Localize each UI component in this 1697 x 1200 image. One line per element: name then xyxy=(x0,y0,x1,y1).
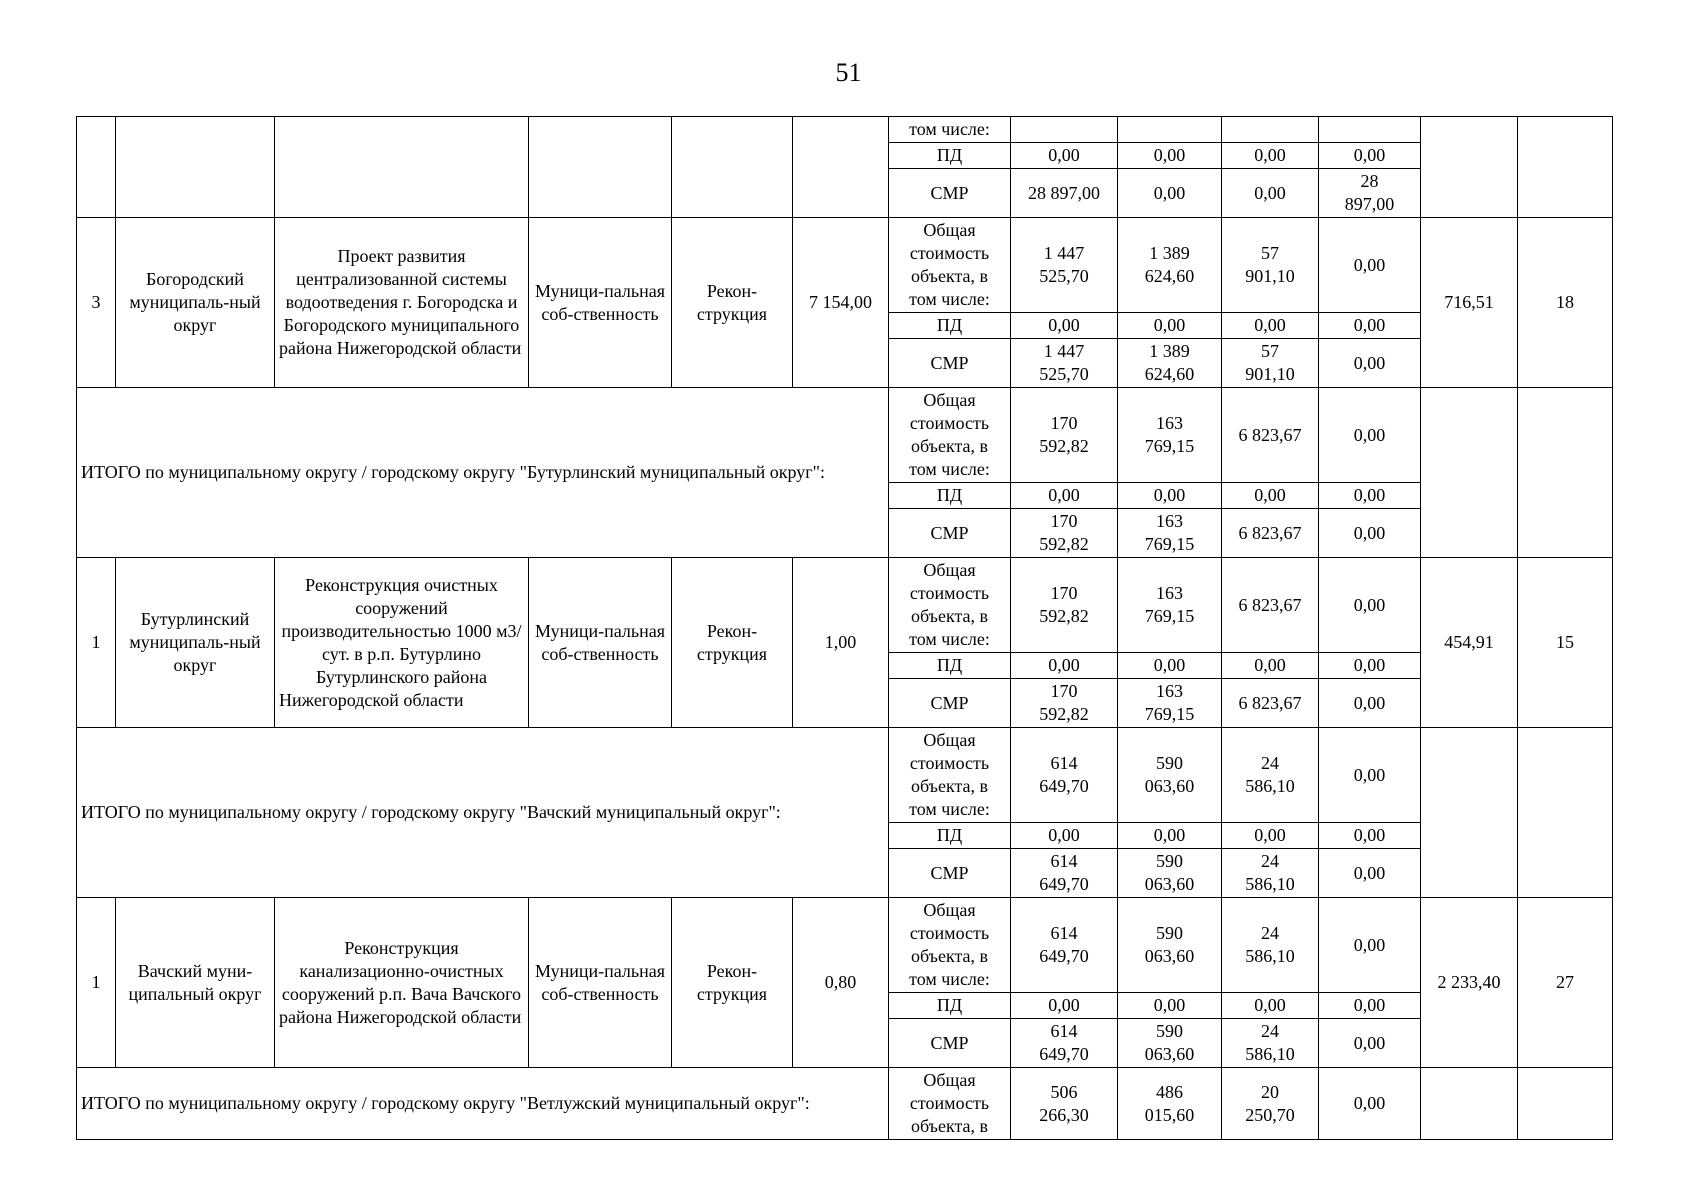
pd-value: 0,00 xyxy=(1319,993,1421,1019)
pd-value: 0,00 xyxy=(1319,483,1421,509)
pd-value: 0,00 xyxy=(1222,823,1319,849)
pd-value: 0,00 xyxy=(1118,653,1222,679)
pd-value: 0,00 xyxy=(1319,823,1421,849)
smr-value-line: 57 xyxy=(1261,341,1279,361)
smr-value-line: 614 xyxy=(1050,851,1078,871)
pd-value: 0,00 xyxy=(1011,993,1118,1019)
cell-project xyxy=(275,117,529,218)
smr-value xyxy=(1118,849,1222,898)
cell-work-type: Рекон-струкция xyxy=(672,898,793,1068)
total-value xyxy=(1011,728,1118,823)
smr-value-line: 24 xyxy=(1261,851,1279,871)
smr-value xyxy=(1011,339,1118,388)
smr-value-line: 649,70 xyxy=(1039,1044,1089,1064)
cell-col12 xyxy=(1421,117,1518,218)
total-value-line: 592,82 xyxy=(1039,436,1089,456)
total-value-line: 1 447 xyxy=(1043,243,1085,263)
smr-value-line: 1 447 xyxy=(1043,341,1085,361)
smr-value-line: 525,70 xyxy=(1039,364,1089,384)
total-value-line: 592,82 xyxy=(1039,606,1089,626)
cost-label-line: Общая xyxy=(923,1070,976,1090)
cost-label-line: Общая xyxy=(923,390,976,410)
total-value xyxy=(1222,388,1319,483)
cost-label-line: Общая xyxy=(923,220,976,240)
page-number: 51 xyxy=(835,58,862,87)
cell-ownership xyxy=(529,117,672,218)
smr-value-line: 28 xyxy=(1360,171,1379,191)
pd-label: ПД xyxy=(889,143,1011,169)
smr-value xyxy=(1118,169,1222,218)
smr-value-line: 769,15 xyxy=(1144,534,1195,554)
smr-value xyxy=(1011,509,1118,558)
smr-label: СМР xyxy=(889,679,1011,728)
smr-value xyxy=(1319,509,1421,558)
cell-num: 3 xyxy=(77,218,116,388)
total-value xyxy=(1222,558,1319,653)
smr-value-line: 063,60 xyxy=(1144,1044,1195,1064)
total-value xyxy=(1118,388,1222,483)
smr-label: СМР xyxy=(889,1019,1011,1068)
cost-label-line: объекта, в xyxy=(910,436,989,456)
pd-label: ПД xyxy=(889,823,1011,849)
total-value-line: 1 389 xyxy=(1149,243,1190,263)
pd-label: ПД xyxy=(889,993,1011,1019)
pd-value: 0,00 xyxy=(1118,143,1222,169)
object-row xyxy=(77,558,1613,653)
total-value xyxy=(1222,218,1319,313)
total-value-line: 063,60 xyxy=(1144,776,1195,796)
smr-value xyxy=(1222,509,1319,558)
total-value-line: 170 xyxy=(1050,413,1078,433)
total-value xyxy=(1319,898,1421,993)
cost-label-line: стоимость xyxy=(909,1093,990,1113)
smr-value-line: 28 897,00 xyxy=(1028,182,1100,203)
smr-value-line: 592,82 xyxy=(1039,534,1089,554)
cost-label-line: том числе: xyxy=(909,629,990,649)
total-value-line: 0,00 xyxy=(1353,594,1386,615)
cell-col12: 2 233,40 xyxy=(1421,898,1518,1068)
cell-district: Бутурлинский муниципаль-ный округ xyxy=(116,558,275,728)
smr-value-line: 769,15 xyxy=(1144,704,1195,724)
cell-num xyxy=(77,117,116,218)
smr-value-line: 649,70 xyxy=(1039,874,1089,894)
smr-value xyxy=(1319,849,1421,898)
total-value-line: 590 xyxy=(1156,923,1183,943)
cost-label-line: стоимость xyxy=(909,413,990,433)
cell-col12 xyxy=(1421,728,1518,898)
cont-row-cost xyxy=(77,117,1613,143)
cost-label-line: Общая xyxy=(923,900,976,920)
smr-value-line: 0,00 xyxy=(1254,182,1286,203)
investment-table xyxy=(76,116,1613,1140)
cost-value xyxy=(1319,117,1421,143)
pd-value: 0,00 xyxy=(1011,653,1118,679)
smr-value xyxy=(1319,169,1421,218)
smr-value-line: 590 xyxy=(1156,1021,1183,1041)
pd-value: 0,00 xyxy=(1319,313,1421,339)
pd-value: 0,00 xyxy=(1319,143,1421,169)
pd-value: 0,00 xyxy=(1222,143,1319,169)
cost-label-line: том числе: xyxy=(909,799,990,819)
smr-value xyxy=(1319,1019,1421,1068)
smr-value xyxy=(1011,169,1118,218)
smr-value xyxy=(1118,1019,1222,1068)
total-value-line: 20 xyxy=(1261,1081,1279,1102)
cost-label-line: стоимость xyxy=(909,753,990,773)
total-value xyxy=(1118,898,1222,993)
total-value-line: 266,30 xyxy=(1039,1104,1089,1125)
cell-col13 xyxy=(1518,388,1613,558)
total-value-line: 063,60 xyxy=(1144,946,1195,966)
total-value-line: 6 823,67 xyxy=(1238,424,1302,445)
total-value-line: 0,00 xyxy=(1353,934,1386,955)
smr-value-line: 897,00 xyxy=(1344,194,1395,214)
itogo-label: ИТОГО по муниципальному округу / городскому округу "Бутурлинский муниципальный округ": xyxy=(77,388,889,558)
total-value xyxy=(1011,558,1118,653)
pd-value: 0,00 xyxy=(1222,653,1319,679)
cost-label-line: Общая xyxy=(923,730,976,750)
cell-col13: 18 xyxy=(1518,218,1613,388)
pd-value: 0,00 xyxy=(1222,483,1319,509)
pd-value: 0,00 xyxy=(1011,483,1118,509)
cell-col12: 716,51 xyxy=(1421,218,1518,388)
total-value xyxy=(1011,1068,1118,1140)
smr-value-line: 614 xyxy=(1050,1021,1078,1041)
cost-label xyxy=(889,218,1011,313)
cell-project: Реконструкция канализационно-очистных сооружений р.п. Вача Вачского района Нижегородской области xyxy=(275,898,529,1068)
smr-value-line: 1 389 xyxy=(1149,341,1190,361)
cost-value xyxy=(1222,117,1319,143)
smr-value-line: 586,10 xyxy=(1245,1044,1295,1064)
total-value xyxy=(1222,898,1319,993)
pd-value: 0,00 xyxy=(1222,313,1319,339)
cost-label-line: том числе: xyxy=(909,969,990,989)
cost-label xyxy=(889,728,1011,823)
itogo-row xyxy=(77,728,1613,823)
cell-col13: 15 xyxy=(1518,558,1613,728)
cost-label-line: стоимость xyxy=(909,923,990,943)
pd-label: ПД xyxy=(889,483,1011,509)
smr-value xyxy=(1319,339,1421,388)
smr-value-line: 063,60 xyxy=(1144,874,1195,894)
pd-value: 0,00 xyxy=(1011,143,1118,169)
pd-value: 0,00 xyxy=(1319,653,1421,679)
cell-district: Богородский муниципаль-ный округ xyxy=(116,218,275,388)
cell-num: 1 xyxy=(77,558,116,728)
cell-work-type xyxy=(672,117,793,218)
itogo-row xyxy=(77,1068,1613,1140)
object-row xyxy=(77,898,1613,993)
total-value-line: 769,15 xyxy=(1144,606,1195,626)
smr-value xyxy=(1319,679,1421,728)
cell-col12 xyxy=(1421,1068,1518,1140)
pd-value: 0,00 xyxy=(1011,823,1118,849)
cost-label-line: объекта, в xyxy=(910,776,989,796)
smr-value-line: 586,10 xyxy=(1245,874,1295,894)
pd-label: ПД xyxy=(889,653,1011,679)
cost-label-line: объекта, в xyxy=(910,1116,989,1136)
smr-label: СМР xyxy=(889,509,1011,558)
total-value xyxy=(1319,218,1421,313)
cell-district xyxy=(116,117,275,218)
total-value-line: 586,10 xyxy=(1245,776,1295,796)
cell-col13: 27 xyxy=(1518,898,1613,1068)
total-value-line: 163 xyxy=(1156,413,1183,433)
cell-work-type: Рекон-струкция xyxy=(672,218,793,388)
cell-col13 xyxy=(1518,117,1613,218)
total-value-line: 0,00 xyxy=(1353,254,1386,275)
cell-capacity: 7 154,00 xyxy=(793,218,889,388)
cell-capacity xyxy=(793,117,889,218)
smr-value xyxy=(1222,679,1319,728)
table-body xyxy=(77,117,1613,1140)
total-value-line: 0,00 xyxy=(1353,764,1386,785)
cell-capacity: 1,00 xyxy=(793,558,889,728)
smr-value-line: 170 xyxy=(1050,681,1078,701)
total-value xyxy=(1319,558,1421,653)
cell-project: Проект развития централизованной системы водоотведения г. Богородска и Богородского муниципального района Нижегородской области xyxy=(275,218,529,388)
smr-value-line: 0,00 xyxy=(1153,182,1186,203)
cell-col13 xyxy=(1518,1068,1613,1140)
total-value-line: 901,10 xyxy=(1245,266,1295,286)
itogo-label: ИТОГО по муниципальному округу / городскому округу "Вачский муниципальный округ": xyxy=(77,728,889,898)
cell-ownership: Муници-пальная соб-ственность xyxy=(529,898,672,1068)
smr-value-line: 6 823,67 xyxy=(1238,522,1302,543)
pd-value: 0,00 xyxy=(1118,993,1222,1019)
smr-value xyxy=(1118,339,1222,388)
smr-value-line: 0,00 xyxy=(1353,862,1386,883)
total-value-line: 250,70 xyxy=(1245,1104,1295,1125)
pd-value: 0,00 xyxy=(1011,313,1118,339)
cost-label-line: объекта, в xyxy=(910,266,989,286)
smr-value xyxy=(1222,339,1319,388)
cost-label-line: стоимость xyxy=(909,583,990,603)
cost-label-line: объекта, в xyxy=(910,606,989,626)
smr-value-line: 592,82 xyxy=(1039,704,1089,724)
total-value xyxy=(1118,218,1222,313)
smr-value-line: 170 xyxy=(1050,511,1078,531)
total-value-line: 614 xyxy=(1050,753,1078,773)
cost-label xyxy=(889,1068,1011,1140)
total-value-line: 624,60 xyxy=(1144,266,1195,286)
total-value xyxy=(1011,218,1118,313)
total-value xyxy=(1118,728,1222,823)
total-value-line: 163 xyxy=(1156,583,1183,603)
total-value-line: 6 823,67 xyxy=(1238,594,1302,615)
cost-label xyxy=(889,388,1011,483)
total-value-line: 486 xyxy=(1156,1081,1183,1102)
cell-col12 xyxy=(1421,388,1518,558)
cell-ownership: Муници-пальная соб-ственность xyxy=(529,558,672,728)
smr-value-line: 901,10 xyxy=(1245,364,1295,384)
smr-value-line: 624,60 xyxy=(1144,364,1195,384)
smr-label: СМР xyxy=(889,339,1011,388)
smr-value-line: 24 xyxy=(1261,1021,1279,1041)
total-value xyxy=(1118,558,1222,653)
smr-value xyxy=(1118,679,1222,728)
smr-value xyxy=(1011,1019,1118,1068)
total-value-line: 24 xyxy=(1261,923,1279,943)
total-value-line: 57 xyxy=(1261,243,1279,263)
total-value-line: 649,70 xyxy=(1039,776,1089,796)
pd-label: ПД xyxy=(889,313,1011,339)
cell-work-type: Рекон-струкция xyxy=(672,558,793,728)
smr-value xyxy=(1222,1019,1319,1068)
pd-value: 0,00 xyxy=(1222,993,1319,1019)
total-value xyxy=(1319,728,1421,823)
smr-value xyxy=(1222,849,1319,898)
smr-value xyxy=(1222,169,1319,218)
cost-label xyxy=(889,558,1011,653)
cell-district: Вачский муни-ципальный округ xyxy=(116,898,275,1068)
total-value xyxy=(1319,388,1421,483)
smr-value-line: 163 xyxy=(1156,681,1183,701)
total-value-line: 769,15 xyxy=(1144,436,1195,456)
cost-label-line: том числе: xyxy=(909,459,990,479)
pd-value: 0,00 xyxy=(1118,483,1222,509)
itogo-row xyxy=(77,388,1613,483)
smr-value xyxy=(1118,509,1222,558)
cell-num: 1 xyxy=(77,898,116,1068)
total-value-line: 0,00 xyxy=(1353,424,1386,445)
pd-value: 0,00 xyxy=(1118,823,1222,849)
total-value-line: 170 xyxy=(1050,583,1078,603)
total-value xyxy=(1222,728,1319,823)
pd-value: 0,00 xyxy=(1118,313,1222,339)
cost-label-line: том числе: xyxy=(909,289,990,309)
smr-value-line: 0,00 xyxy=(1353,522,1386,543)
smr-value xyxy=(1011,679,1118,728)
object-row xyxy=(77,218,1613,313)
smr-label: СМР xyxy=(889,169,1011,218)
cell-ownership: Муници-пальная соб-ственность xyxy=(529,218,672,388)
cost-label xyxy=(889,898,1011,993)
total-value-line: 614 xyxy=(1050,923,1078,943)
smr-value-line: 0,00 xyxy=(1353,1032,1386,1053)
total-value xyxy=(1118,1068,1222,1140)
total-value-line: 506 xyxy=(1050,1081,1078,1102)
total-value-line: 525,70 xyxy=(1039,266,1089,286)
cell-project: Реконструкция очистных сооружений производительностью 1000 м3/сут. в р.п. Бутурлино Бутурлинского района Нижегородской области xyxy=(275,558,529,728)
total-value xyxy=(1319,1068,1421,1140)
smr-value xyxy=(1011,849,1118,898)
cost-label-line: объекта, в xyxy=(910,946,989,966)
cost-label-line: Общая xyxy=(923,560,976,580)
cost-value xyxy=(1011,117,1118,143)
smr-value-line: 0,00 xyxy=(1353,692,1386,713)
cell-capacity: 0,80 xyxy=(793,898,889,1068)
smr-value-line: 163 xyxy=(1156,511,1183,531)
total-value-line: 590 xyxy=(1156,753,1183,773)
cell-col12: 454,91 xyxy=(1421,558,1518,728)
cost-label-line: стоимость xyxy=(909,243,990,263)
total-value-line: 24 xyxy=(1261,753,1279,773)
total-value xyxy=(1222,1068,1319,1140)
cell-col13 xyxy=(1518,728,1613,898)
total-value-line: 586,10 xyxy=(1245,946,1295,966)
total-value xyxy=(1011,898,1118,993)
smr-value-line: 0,00 xyxy=(1353,352,1386,373)
total-value-line: 0,00 xyxy=(1353,1093,1386,1113)
smr-label: СМР xyxy=(889,849,1011,898)
total-value-line: 015,60 xyxy=(1144,1104,1195,1125)
itogo-label: ИТОГО по муниципальному округу / городскому округу "Ветлужский муниципальный округ": xyxy=(77,1068,889,1140)
total-value xyxy=(1011,388,1118,483)
cost-label: том числе: xyxy=(889,117,1011,143)
cost-value xyxy=(1118,117,1222,143)
total-value-line: 649,70 xyxy=(1039,946,1089,966)
smr-value-line: 590 xyxy=(1156,851,1183,871)
smr-value-line: 6 823,67 xyxy=(1238,692,1302,713)
